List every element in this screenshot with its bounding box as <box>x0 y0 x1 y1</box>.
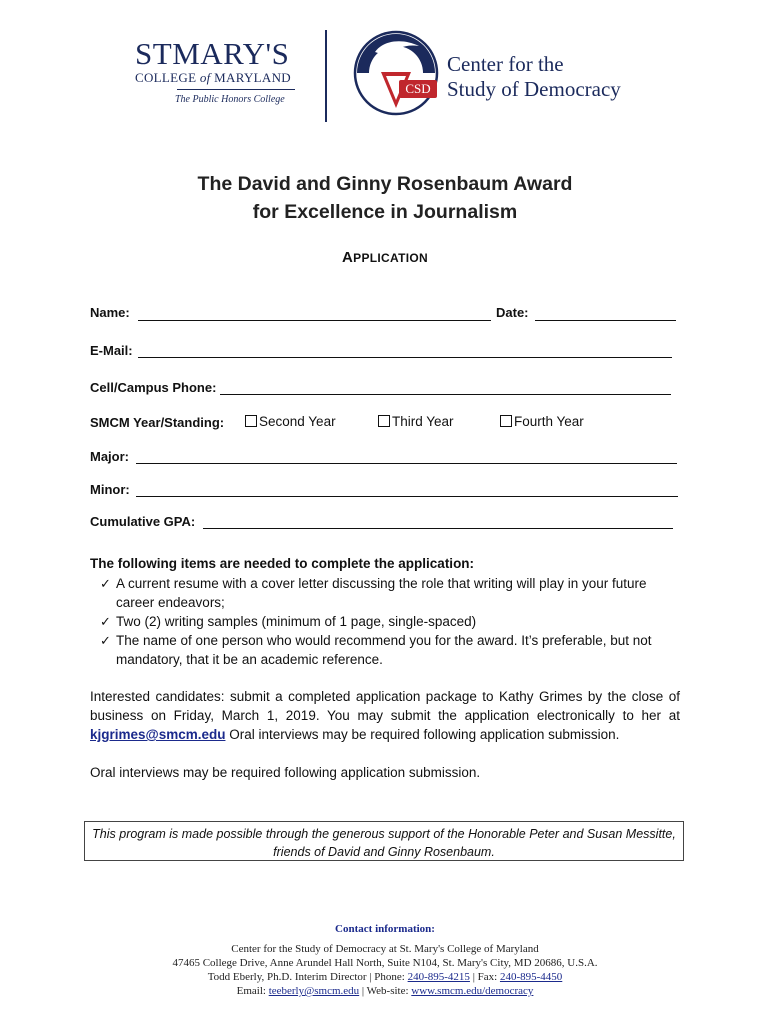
year-option-fourth[interactable] <box>500 414 584 429</box>
support-note-line-2: friends of David and Ginny Rosenbaum. <box>273 845 495 859</box>
contact-heading: Contact information: <box>335 923 435 935</box>
award-title-line-2: for Excellence in Journalism <box>252 201 518 223</box>
requirement-item <box>100 631 676 669</box>
year-option-second-label: Second Year <box>259 414 336 429</box>
award-title-line-1: The David and Ginny Rosenbaum Award <box>197 173 573 195</box>
email-label: E-Mail: <box>90 343 133 358</box>
smcm-of: of <box>199 70 211 85</box>
header-divider <box>325 30 327 122</box>
year-option-fourth-label: Fourth Year <box>514 414 584 429</box>
checkbox-icon[interactable] <box>500 415 512 427</box>
support-note-line-1: This program is made possible through the generous support of the Honorable Peter and Susan Messitte, <box>92 827 676 841</box>
year-option-second[interactable] <box>245 414 336 429</box>
submission-paragraph <box>90 687 680 744</box>
csd-line-1: Center for the <box>447 52 564 76</box>
website-link[interactable]: www.smcm.edu/democracy <box>411 985 534 997</box>
phone-link[interactable]: 240-895-4215 <box>407 971 470 983</box>
csd-name <box>447 52 621 102</box>
email-field[interactable] <box>138 357 672 358</box>
year-option-third[interactable] <box>378 414 454 429</box>
smcm-st: ST <box>135 36 173 71</box>
csd-line-2: Study of Democracy <box>447 77 621 101</box>
contact-line-3 <box>0 971 770 983</box>
smcm-marys: MARY'S <box>172 36 290 71</box>
phone-label: Cell/Campus Phone: <box>90 380 217 395</box>
name-label: Name: <box>90 305 130 320</box>
smcm-college: COLLEGE <box>135 70 197 85</box>
support-note-box <box>84 821 684 861</box>
phone-field[interactable] <box>220 394 671 395</box>
name-field[interactable] <box>138 320 491 321</box>
fax-link[interactable]: 240-895-4450 <box>499 971 563 983</box>
smcm-maryland: MARYLAND <box>214 70 291 85</box>
director-info: Todd Eberly, Ph.D. Interim Director | Phone: <box>207 971 408 983</box>
requirement-text: Two (2) writing samples (minimum of 1 page, single-spaced) <box>116 614 477 629</box>
requirement-text: The name of one person who would recommend you for the award. It’s preferable, but not mandatory, that it be an academic reference. <box>116 633 652 667</box>
submission-after-email: Oral interviews may be required following application submission. <box>225 727 620 742</box>
checkmark-icon: ✓ <box>100 633 111 648</box>
checkbox-icon[interactable] <box>245 415 257 427</box>
contact-line-4 <box>0 985 770 997</box>
application-heading <box>0 249 770 266</box>
checkmark-icon: ✓ <box>100 576 111 591</box>
director-email-link[interactable]: teeberly@smcm.edu <box>268 985 360 997</box>
smcm-college-line <box>135 70 305 86</box>
csd-seal-icon <box>353 30 439 116</box>
requirement-item <box>100 574 676 612</box>
date-field[interactable] <box>535 320 676 321</box>
contact-line-1: Center for the Study of Democracy at St. Mary's College of Maryland <box>231 943 539 955</box>
requirement-text: A current resume with a cover letter discussing the role that writing will play in your future career endeavors; <box>116 576 647 610</box>
smcm-rule <box>177 89 295 90</box>
smcm-wordmark <box>135 38 305 70</box>
requirements-heading: The following items are needed to complete the application: <box>90 556 475 571</box>
gpa-label: Cumulative GPA: <box>90 514 196 529</box>
submission-text: Interested candidates: submit a completed application package to Kathy Grimes by the close of business on Friday, March 1, 2019. You may submit the application electronically to her at <box>90 689 680 723</box>
date-label: Date: <box>496 305 529 320</box>
minor-label: Minor: <box>90 482 130 497</box>
smcm-tagline: The Public Honors College <box>175 94 285 105</box>
major-label: Major: <box>90 449 129 464</box>
year-option-third-label: Third Year <box>392 414 454 429</box>
contact-line-2: 47465 College Drive, Anne Arundel Hall North, Suite N104, St. Mary's City, MD 20686, U.S.A. <box>172 957 598 969</box>
oral-interview-note: Oral interviews may be required following application submission. <box>90 765 481 780</box>
checkmark-icon: ✓ <box>100 614 111 629</box>
contact-email-link[interactable]: kjgrimes@smcm.edu <box>90 727 226 742</box>
application-heading-rest: PPLICATION <box>353 251 428 265</box>
gpa-field[interactable] <box>203 528 673 529</box>
fax-label: | Fax: <box>469 971 500 983</box>
requirement-item <box>100 612 676 631</box>
year-label: SMCM Year/Standing: <box>90 415 225 430</box>
minor-field[interactable] <box>136 496 678 497</box>
checkbox-icon[interactable] <box>378 415 390 427</box>
website-label: | Web-site: <box>359 985 412 997</box>
application-heading-initial: A <box>342 249 354 266</box>
email-label-footer: Email: <box>236 985 269 997</box>
csd-seal-text: CSD <box>405 81 431 96</box>
major-field[interactable] <box>136 463 677 464</box>
smcm-logo <box>135 38 305 105</box>
